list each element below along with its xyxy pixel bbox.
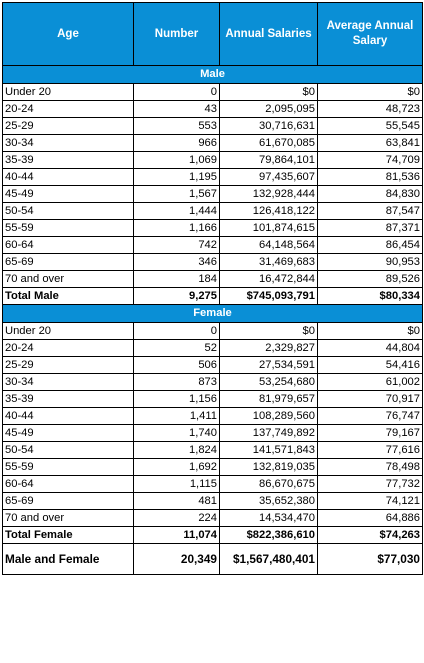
table-body	[3, 66, 423, 575]
cell-average-salary: 84,830	[318, 186, 423, 203]
cell-average-salary: 64,886	[318, 510, 423, 527]
cell-number: 1,692	[134, 459, 220, 476]
cell-annual-salaries: 64,148,564	[220, 237, 318, 254]
cell-number: 1,115	[134, 476, 220, 493]
cell-annual-salaries: 53,254,680	[220, 374, 318, 391]
table-row	[3, 118, 423, 135]
cell-age: Under 20	[3, 323, 134, 340]
cell-average-salary: 90,953	[318, 254, 423, 271]
cell-number: 553	[134, 118, 220, 135]
header-age: Age	[3, 3, 134, 66]
cell-age: 30-34	[3, 374, 134, 391]
table-row	[3, 510, 423, 527]
salary-by-age-table	[2, 2, 423, 575]
cell-age: 65-69	[3, 493, 134, 510]
cell-annual-salaries: 61,670,085	[220, 135, 318, 152]
table-row	[3, 186, 423, 203]
table-row	[3, 374, 423, 391]
cell-age: 60-64	[3, 237, 134, 254]
total-row-female	[3, 527, 423, 544]
table-row	[3, 169, 423, 186]
cell-age: 35-39	[3, 391, 134, 408]
cell-average-salary: $77,030	[318, 544, 423, 575]
cell-average-salary: 78,498	[318, 459, 423, 476]
cell-age: 45-49	[3, 186, 134, 203]
cell-annual-salaries: 101,874,615	[220, 220, 318, 237]
cell-number: 1,195	[134, 169, 220, 186]
table-row	[3, 271, 423, 288]
cell-number: 1,740	[134, 425, 220, 442]
cell-number: 11,074	[134, 527, 220, 544]
cell-annual-salaries: 141,571,843	[220, 442, 318, 459]
header-row	[3, 3, 423, 66]
cell-average-salary: $0	[318, 323, 423, 340]
cell-age: 35-39	[3, 152, 134, 169]
table-row	[3, 425, 423, 442]
table-row	[3, 254, 423, 271]
cell-average-salary: 48,723	[318, 101, 423, 118]
cell-average-salary: 86,454	[318, 237, 423, 254]
cell-annual-salaries: $1,567,480,401	[220, 544, 318, 575]
cell-age: 60-64	[3, 476, 134, 493]
cell-age: 55-59	[3, 220, 134, 237]
cell-annual-salaries: 81,979,657	[220, 391, 318, 408]
cell-number: 1,166	[134, 220, 220, 237]
cell-annual-salaries: $745,093,791	[220, 288, 318, 305]
cell-annual-salaries: 132,928,444	[220, 186, 318, 203]
table-row	[3, 493, 423, 510]
cell-annual-salaries: 108,289,560	[220, 408, 318, 425]
salary-table-container	[2, 2, 422, 575]
cell-average-salary: 44,804	[318, 340, 423, 357]
cell-average-salary: 77,616	[318, 442, 423, 459]
total-row-male	[3, 288, 423, 305]
cell-age: 20-24	[3, 101, 134, 118]
cell-average-salary: $80,334	[318, 288, 423, 305]
section-header-male	[3, 66, 423, 84]
cell-age: 25-29	[3, 118, 134, 135]
table-row	[3, 220, 423, 237]
section-label-male: Male	[3, 66, 423, 84]
cell-average-salary: 61,002	[318, 374, 423, 391]
cell-age: Total Female	[3, 527, 134, 544]
cell-number: 0	[134, 323, 220, 340]
cell-average-salary: $74,263	[318, 527, 423, 544]
cell-number: 966	[134, 135, 220, 152]
cell-age: 50-54	[3, 203, 134, 220]
cell-number: 43	[134, 101, 220, 118]
cell-number: 873	[134, 374, 220, 391]
section-header-female	[3, 305, 423, 323]
cell-age: Total Male	[3, 288, 134, 305]
cell-annual-salaries: 2,329,827	[220, 340, 318, 357]
cell-average-salary: 54,416	[318, 357, 423, 374]
cell-age: 70 and over	[3, 271, 134, 288]
cell-annual-salaries: $822,386,610	[220, 527, 318, 544]
cell-age: Under 20	[3, 84, 134, 101]
cell-number: 0	[134, 84, 220, 101]
header-average-salary-label: Average Annual Salary	[326, 20, 414, 47]
cell-annual-salaries: 86,670,675	[220, 476, 318, 493]
cell-annual-salaries: 97,435,607	[220, 169, 318, 186]
section-label-female: Female	[3, 305, 423, 323]
table-row	[3, 203, 423, 220]
cell-number: 481	[134, 493, 220, 510]
table-row	[3, 84, 423, 101]
cell-age: 40-44	[3, 169, 134, 186]
cell-annual-salaries: 27,534,591	[220, 357, 318, 374]
cell-age: 70 and over	[3, 510, 134, 527]
cell-number: 1,444	[134, 203, 220, 220]
cell-annual-salaries: 132,819,035	[220, 459, 318, 476]
cell-number: 52	[134, 340, 220, 357]
cell-number: 1,156	[134, 391, 220, 408]
table-row	[3, 101, 423, 118]
cell-age: 20-24	[3, 340, 134, 357]
cell-average-salary: 55,545	[318, 118, 423, 135]
table-row	[3, 323, 423, 340]
cell-average-salary: 89,526	[318, 271, 423, 288]
cell-annual-salaries: 79,864,101	[220, 152, 318, 169]
cell-average-salary: 70,917	[318, 391, 423, 408]
cell-annual-salaries: 30,716,631	[220, 118, 318, 135]
header-average-annual-salary	[318, 3, 423, 66]
cell-age: 50-54	[3, 442, 134, 459]
cell-number: 1,824	[134, 442, 220, 459]
table-row	[3, 391, 423, 408]
cell-number: 184	[134, 271, 220, 288]
table-row	[3, 152, 423, 169]
cell-average-salary: 87,371	[318, 220, 423, 237]
cell-annual-salaries: 2,095,095	[220, 101, 318, 118]
cell-annual-salaries: 137,749,892	[220, 425, 318, 442]
header-number: Number	[134, 3, 220, 66]
cell-age: 25-29	[3, 357, 134, 374]
header-annual-salaries	[220, 3, 318, 66]
grand-total-row	[3, 544, 423, 575]
cell-average-salary: 74,709	[318, 152, 423, 169]
table-row	[3, 237, 423, 254]
table-row	[3, 459, 423, 476]
cell-annual-salaries: 14,534,470	[220, 510, 318, 527]
cell-age: 55-59	[3, 459, 134, 476]
cell-number: 506	[134, 357, 220, 374]
cell-number: 9,275	[134, 288, 220, 305]
cell-annual-salaries: 31,469,683	[220, 254, 318, 271]
cell-age: 65-69	[3, 254, 134, 271]
cell-average-salary: 81,536	[318, 169, 423, 186]
table-row	[3, 476, 423, 493]
cell-number: 742	[134, 237, 220, 254]
cell-annual-salaries: 16,472,844	[220, 271, 318, 288]
cell-age: Male and Female	[3, 544, 134, 575]
cell-average-salary: 79,167	[318, 425, 423, 442]
cell-number: 20,349	[134, 544, 220, 575]
cell-number: 346	[134, 254, 220, 271]
table-row	[3, 135, 423, 152]
cell-average-salary: 63,841	[318, 135, 423, 152]
cell-average-salary: $0	[318, 84, 423, 101]
cell-average-salary: 76,747	[318, 408, 423, 425]
cell-age: 45-49	[3, 425, 134, 442]
table-row	[3, 340, 423, 357]
cell-number: 1,411	[134, 408, 220, 425]
cell-average-salary: 77,732	[318, 476, 423, 493]
header-annual-salaries-label: Annual Salaries	[225, 27, 312, 40]
cell-number: 224	[134, 510, 220, 527]
cell-average-salary: 87,547	[318, 203, 423, 220]
cell-annual-salaries: $0	[220, 84, 318, 101]
cell-average-salary: 74,121	[318, 493, 423, 510]
cell-number: 1,567	[134, 186, 220, 203]
cell-annual-salaries: $0	[220, 323, 318, 340]
table-row	[3, 408, 423, 425]
cell-age: 40-44	[3, 408, 134, 425]
cell-age: 30-34	[3, 135, 134, 152]
cell-annual-salaries: 35,652,380	[220, 493, 318, 510]
table-row	[3, 357, 423, 374]
table-row	[3, 442, 423, 459]
cell-annual-salaries: 126,418,122	[220, 203, 318, 220]
cell-number: 1,069	[134, 152, 220, 169]
